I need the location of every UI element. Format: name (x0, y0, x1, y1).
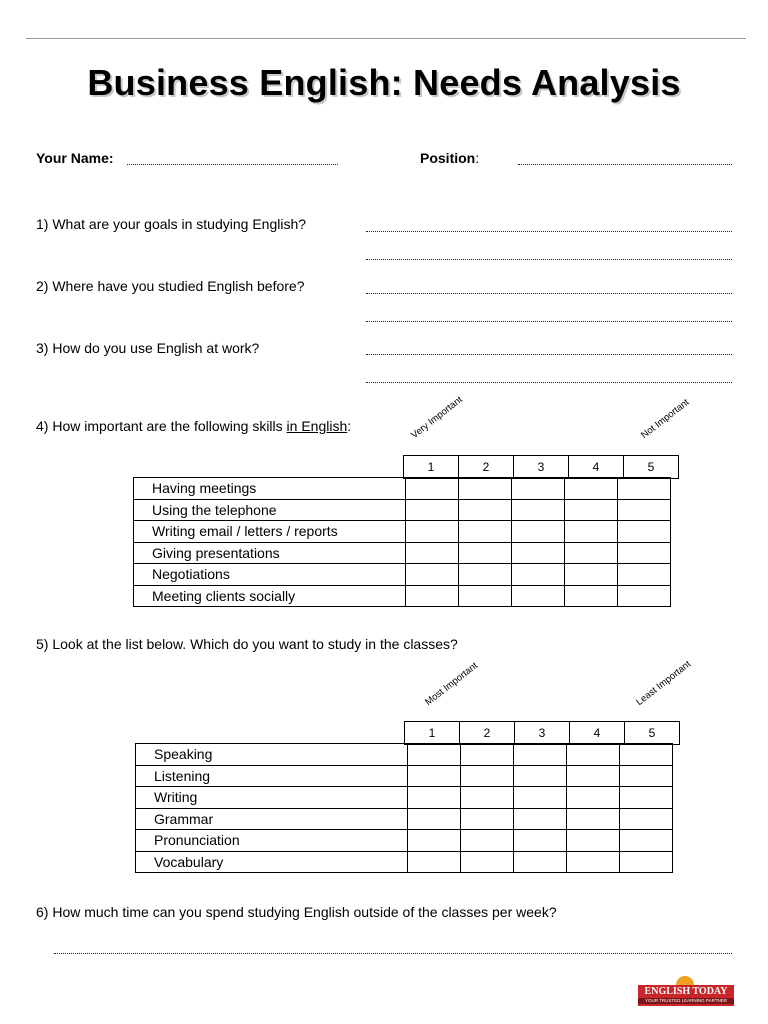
logo-name: ENGLISH TODAY (644, 986, 728, 997)
table-row (136, 765, 673, 787)
rating-cell[interactable] (408, 830, 461, 852)
rating-cell[interactable] (461, 808, 514, 830)
question-4-underlined: in English (286, 418, 348, 434)
rating-cell[interactable] (406, 542, 459, 564)
rating-cell[interactable] (565, 521, 618, 543)
rating-cell[interactable] (565, 542, 618, 564)
rating-cell[interactable] (514, 830, 567, 852)
question-6: 6) How much time can you spend studying English outside of the classes per week? (36, 904, 557, 920)
topic-label: Listening (136, 765, 408, 787)
rating-cell[interactable] (514, 787, 567, 809)
rating-cell[interactable] (459, 542, 512, 564)
skill-label: Negotiations (134, 564, 406, 586)
rating-cell[interactable] (618, 542, 671, 564)
rating-cell[interactable] (565, 499, 618, 521)
position-field[interactable] (518, 164, 732, 165)
q5-scale-right-label: Least Important (634, 658, 694, 708)
table-row (136, 830, 673, 852)
table-row (134, 478, 671, 500)
rating-cell[interactable] (459, 564, 512, 586)
rating-cell[interactable] (459, 585, 512, 607)
position-colon: : (475, 150, 480, 166)
q4-scale-header (403, 455, 679, 479)
answer-2-line-2[interactable] (366, 321, 732, 322)
question-1: 1) What are your goals in studying English? (36, 216, 307, 232)
q5-col-5: 5 (625, 722, 680, 745)
q5-col-4: 4 (570, 722, 625, 745)
rating-cell[interactable] (620, 808, 673, 830)
skill-label: Writing email / letters / reports (134, 521, 406, 543)
rating-cell[interactable] (514, 744, 567, 766)
question-4-colon: : (347, 418, 352, 434)
rating-cell[interactable] (514, 851, 567, 873)
rating-cell[interactable] (514, 765, 567, 787)
rating-cell[interactable] (459, 499, 512, 521)
table-row (136, 808, 673, 830)
sun-logo-icon (676, 976, 694, 985)
rating-cell[interactable] (408, 808, 461, 830)
q5-scale-header (404, 721, 680, 745)
position-label: Position (420, 150, 476, 166)
question-2: 2) Where have you studied English before? (36, 278, 305, 294)
rating-cell[interactable] (620, 744, 673, 766)
topic-label: Speaking (136, 744, 408, 766)
name-field[interactable] (127, 164, 338, 165)
rating-cell[interactable] (461, 851, 514, 873)
rating-cell[interactable] (459, 478, 512, 500)
q5-scale-left-label: Most Important (423, 660, 480, 708)
rating-cell[interactable] (461, 830, 514, 852)
table-row (136, 787, 673, 809)
rating-cell[interactable] (461, 744, 514, 766)
q4-col-5: 5 (624, 456, 679, 479)
rating-cell[interactable] (459, 521, 512, 543)
answer-6-line[interactable] (54, 953, 732, 954)
question-3: 3) How do you use English at work? (36, 340, 260, 356)
rating-cell[interactable] (567, 830, 620, 852)
q4-skills-table (133, 477, 671, 607)
question-5: 5) Look at the list below. Which do you want to study in the classes? (36, 636, 458, 652)
table-row (136, 744, 673, 766)
rating-cell[interactable] (512, 521, 565, 543)
rating-cell[interactable] (567, 765, 620, 787)
topic-label: Writing (136, 787, 408, 809)
rating-cell[interactable] (567, 744, 620, 766)
rating-cell[interactable] (512, 542, 565, 564)
table-row (136, 851, 673, 873)
rating-cell[interactable] (620, 765, 673, 787)
q4-col-4: 4 (569, 456, 624, 479)
table-row (134, 499, 671, 521)
q5-col-3: 3 (515, 722, 570, 745)
rating-cell[interactable] (461, 765, 514, 787)
q5-topics-table (135, 743, 673, 873)
rating-cell[interactable] (567, 851, 620, 873)
rating-cell[interactable] (567, 787, 620, 809)
topic-label: Vocabulary (136, 851, 408, 873)
q5-col-1: 1 (405, 722, 460, 745)
answer-1-line-2[interactable] (366, 259, 732, 260)
page-title: Business English: Needs Analysis (87, 62, 681, 103)
rating-cell[interactable] (618, 499, 671, 521)
rating-cell[interactable] (620, 830, 673, 852)
answer-2-line-1[interactable] (366, 293, 732, 294)
skill-label: Meeting clients socially (134, 585, 406, 607)
q5-col-2: 2 (460, 722, 515, 745)
rating-cell[interactable] (620, 787, 673, 809)
topic-label: Grammar (136, 808, 408, 830)
position-label-wrap (420, 150, 479, 166)
english-today-logo (638, 985, 734, 1006)
q4-scale-left-label: Very Important (409, 394, 465, 441)
rating-cell[interactable] (408, 851, 461, 873)
rating-cell[interactable] (406, 564, 459, 586)
skill-label: Giving presentations (134, 542, 406, 564)
rating-cell[interactable] (618, 585, 671, 607)
rating-cell[interactable] (512, 564, 565, 586)
q4-col-3: 3 (514, 456, 569, 479)
rating-cell[interactable] (406, 585, 459, 607)
rating-cell[interactable] (512, 585, 565, 607)
table-row (134, 585, 671, 607)
rating-cell[interactable] (461, 787, 514, 809)
rating-cell[interactable] (408, 787, 461, 809)
answer-3-line-1[interactable] (366, 354, 732, 355)
rating-cell[interactable] (406, 478, 459, 500)
rating-cell[interactable] (514, 808, 567, 830)
question-4 (36, 418, 351, 434)
answer-1-line-1[interactable] (366, 231, 732, 232)
rating-cell[interactable] (512, 478, 565, 500)
skill-label: Using the telephone (134, 499, 406, 521)
rating-cell[interactable] (512, 499, 565, 521)
rating-cell[interactable] (406, 499, 459, 521)
table-row (134, 542, 671, 564)
rating-cell[interactable] (567, 808, 620, 830)
q4-scale-right-label: Not Important (639, 396, 692, 441)
table-row (134, 564, 671, 586)
rating-cell[interactable] (618, 521, 671, 543)
name-label: Your Name: (36, 150, 114, 166)
rating-cell[interactable] (620, 851, 673, 873)
top-divider (26, 38, 746, 39)
rating-cell[interactable] (408, 744, 461, 766)
logo-tagline: YOUR TRUSTED LEARNING PARTNER (638, 998, 734, 1004)
skill-label: Having meetings (134, 478, 406, 500)
rating-cell[interactable] (406, 521, 459, 543)
rating-cell[interactable] (408, 765, 461, 787)
topic-label: Pronunciation (136, 830, 408, 852)
rating-cell[interactable] (565, 564, 618, 586)
question-4-text: 4) How important are the following skills (36, 418, 287, 434)
q4-col-2: 2 (459, 456, 514, 479)
answer-3-line-2[interactable] (366, 382, 732, 383)
rating-cell[interactable] (618, 564, 671, 586)
rating-cell[interactable] (618, 478, 671, 500)
table-row (134, 521, 671, 543)
rating-cell[interactable] (565, 585, 618, 607)
rating-cell[interactable] (565, 478, 618, 500)
q4-col-1: 1 (404, 456, 459, 479)
